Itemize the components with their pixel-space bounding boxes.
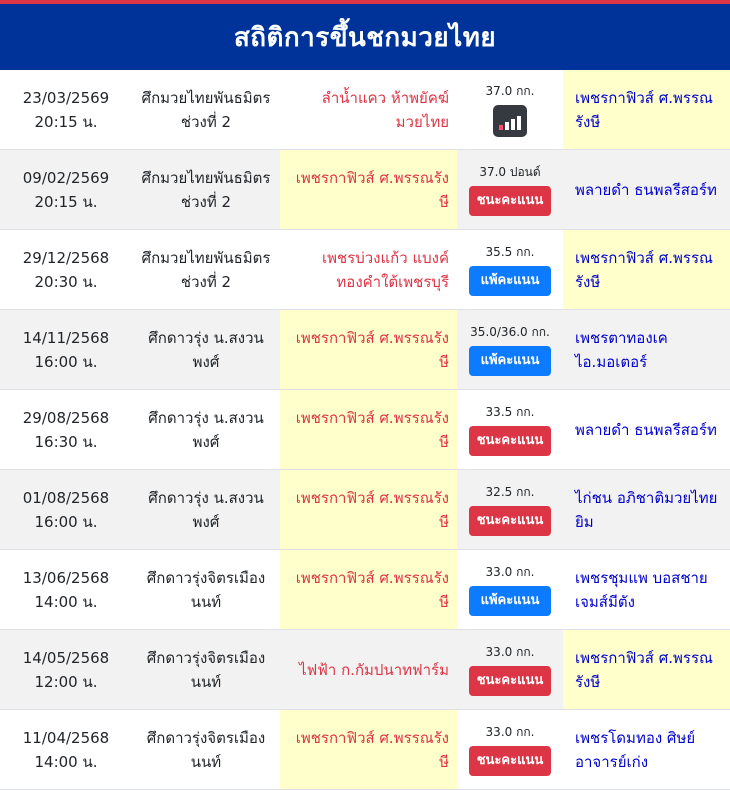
red-corner-cell — [280, 390, 457, 469]
blue-corner-name[interactable]: เพชรโดมทอง ศิษย์อาจารย์เก่ง — [575, 728, 696, 771]
weight-label: 32.5 กก. — [485, 484, 535, 499]
fight-date: 13/06/2568 — [22, 568, 110, 587]
result-badge[interactable]: ชนะคะแนน — [469, 746, 551, 776]
result-badge[interactable]: แพ้คะแนน — [469, 346, 551, 376]
fight-row — [0, 310, 730, 390]
red-corner-name[interactable]: เพชรกาฟิวส์ ศ.พรรณรังษี — [295, 488, 449, 531]
blue-corner-name[interactable]: ไก่ชน อภิชาติมวยไทยยิม — [575, 488, 718, 531]
fight-row — [0, 710, 730, 790]
fight-date: 23/03/2569 — [22, 88, 110, 107]
date-cell — [0, 390, 132, 469]
fight-date: 29/08/2568 — [22, 408, 110, 427]
weight-label: 33.5 กก. — [485, 404, 535, 419]
fight-date: 29/12/2568 — [22, 248, 110, 267]
blue-corner-cell — [563, 470, 730, 549]
event-cell — [132, 150, 280, 229]
blue-corner-name[interactable]: เพชรกาฟิวส์ ศ.พรรณรังษี — [575, 648, 713, 691]
event-cell — [132, 630, 280, 709]
fight-row — [0, 150, 730, 230]
weight-label: 37.0 กก. — [485, 83, 535, 98]
red-corner-cell — [280, 150, 457, 229]
event-cell — [132, 550, 280, 629]
blue-corner-name[interactable]: เพชรกาฟิวส์ ศ.พรรณรังษี — [575, 88, 713, 131]
weight-label: 35.0/36.0 กก. — [470, 324, 550, 339]
blue-corner-name[interactable]: พลายดำ ธนพลรีสอร์ท — [575, 180, 717, 199]
blue-corner-name[interactable]: เพชรตาทองเคไอ.มอเตอร์ — [575, 328, 668, 371]
page-title: สถิติการขึ้นชกมวยไทย — [233, 22, 497, 53]
blue-corner-cell — [563, 70, 730, 149]
fight-time: 16:30 น. — [34, 432, 98, 451]
red-corner-name[interactable]: เพชรกาฟิวส์ ศ.พรรณรังษี — [295, 408, 449, 451]
fight-row — [0, 470, 730, 550]
event-name: ศึกมวยไทยพันธมิตร ช่วงที่ 2 — [141, 88, 271, 131]
red-corner-name[interactable]: เพชรกาฟิวส์ ศ.พรรณรังษี — [295, 168, 449, 211]
fight-time: 20:15 น. — [34, 112, 98, 131]
result-cell — [457, 310, 563, 389]
event-name: ศึกดาวรุ่งจิตรเมืองนนท์ — [146, 728, 266, 771]
event-cell — [132, 390, 280, 469]
red-corner-cell — [280, 710, 457, 789]
blue-corner-name[interactable]: พลายดำ ธนพลรีสอร์ท — [575, 420, 717, 439]
fight-row — [0, 550, 730, 630]
result-cell — [457, 150, 563, 229]
result-badge[interactable]: ชนะคะแนน — [469, 186, 551, 216]
fight-date: 09/02/2569 — [22, 168, 110, 187]
fight-row — [0, 230, 730, 310]
event-name: ศึกดาวรุ่ง น.สงวนพงศ์ — [148, 328, 264, 371]
red-corner-name[interactable]: ไฟฟ้า ก.กัมปนาทฟาร์ม — [299, 660, 449, 679]
event-cell — [132, 230, 280, 309]
red-corner-name[interactable]: เพชรกาฟิวส์ ศ.พรรณรังษี — [295, 728, 449, 771]
event-cell — [132, 470, 280, 549]
fight-date: 01/08/2568 — [22, 488, 110, 507]
blue-corner-cell — [563, 550, 730, 629]
event-cell — [132, 70, 280, 149]
fight-date: 14/11/2568 — [22, 328, 110, 347]
weight-label: 37.0 ปอนด์ — [479, 164, 541, 179]
blue-corner-cell — [563, 630, 730, 709]
blue-corner-cell — [563, 230, 730, 309]
red-corner-name[interactable]: ลำน้ำแคว ห้าพยัคฆ์มวยไทย — [321, 88, 449, 131]
blue-corner-name[interactable]: เพชรกาฟิวส์ ศ.พรรณรังษี — [575, 248, 713, 291]
fight-time: 16:00 น. — [34, 352, 98, 371]
event-cell — [132, 310, 280, 389]
result-cell — [457, 390, 563, 469]
fight-row — [0, 630, 730, 710]
fight-time: 20:15 น. — [34, 192, 98, 211]
weight-label: 33.0 กก. — [485, 564, 535, 579]
result-cell — [457, 230, 563, 309]
result-badge[interactable]: ชนะคะแนน — [469, 506, 551, 536]
blue-corner-cell — [563, 390, 730, 469]
date-cell — [0, 230, 132, 309]
fight-row — [0, 390, 730, 470]
result-badge[interactable]: ชนะคะแนน — [469, 426, 551, 456]
bar-chart-icon[interactable] — [493, 105, 527, 137]
red-corner-cell — [280, 630, 457, 709]
weight-label: 33.0 กก. — [485, 724, 535, 739]
date-cell — [0, 470, 132, 549]
event-name: ศึกมวยไทยพันธมิตร ช่วงที่ 2 — [141, 168, 271, 211]
blue-corner-cell — [563, 150, 730, 229]
weight-label: 35.5 กก. — [485, 244, 535, 259]
red-corner-cell — [280, 230, 457, 309]
page-header — [0, 4, 730, 70]
fight-date: 11/04/2568 — [22, 728, 110, 747]
weight-label: 33.0 กก. — [485, 644, 535, 659]
blue-corner-cell — [563, 310, 730, 389]
event-cell — [132, 710, 280, 789]
event-name: ศึกดาวรุ่ง น.สงวนพงศ์ — [148, 408, 264, 451]
date-cell — [0, 630, 132, 709]
event-name: ศึกมวยไทยพันธมิตร ช่วงที่ 2 — [141, 248, 271, 291]
event-name: ศึกดาวรุ่งจิตรเมืองนนท์ — [146, 648, 266, 691]
fight-row — [0, 70, 730, 150]
red-corner-cell — [280, 470, 457, 549]
fight-date: 14/05/2568 — [22, 648, 110, 667]
result-badge[interactable]: แพ้คะแนน — [469, 266, 551, 296]
result-badge[interactable]: ชนะคะแนน — [469, 666, 551, 696]
result-badge[interactable]: แพ้คะแนน — [469, 586, 551, 616]
blue-corner-cell — [563, 710, 730, 789]
fight-time: 20:30 น. — [34, 272, 98, 291]
red-corner-name[interactable]: เพชรบ่วงแก้ว แบงค์ทองคำใต้เพชรบุรี — [321, 248, 449, 291]
date-cell — [0, 710, 132, 789]
result-cell — [457, 710, 563, 789]
red-corner-cell — [280, 70, 457, 149]
fight-time: 16:00 น. — [34, 512, 98, 531]
red-corner-name[interactable]: เพชรกาฟิวส์ ศ.พรรณรังษี — [295, 568, 449, 611]
blue-corner-name[interactable]: เพชรชุมแพ บอสชายเจมส์มีตัง — [575, 568, 708, 611]
fight-time: 14:00 น. — [34, 592, 98, 611]
date-cell — [0, 310, 132, 389]
result-cell — [457, 70, 563, 149]
event-name: ศึกดาวรุ่งจิตรเมืองนนท์ — [146, 568, 266, 611]
result-cell — [457, 470, 563, 549]
red-corner-cell — [280, 310, 457, 389]
fight-time: 12:00 น. — [34, 672, 98, 691]
result-cell — [457, 550, 563, 629]
date-cell — [0, 70, 132, 149]
result-cell — [457, 630, 563, 709]
fight-time: 14:00 น. — [34, 752, 98, 771]
event-name: ศึกดาวรุ่ง น.สงวนพงศ์ — [148, 488, 264, 531]
date-cell — [0, 150, 132, 229]
fight-record-list — [0, 70, 730, 790]
date-cell — [0, 550, 132, 629]
red-corner-cell — [280, 550, 457, 629]
red-corner-name[interactable]: เพชรกาฟิวส์ ศ.พรรณรังษี — [295, 328, 449, 371]
